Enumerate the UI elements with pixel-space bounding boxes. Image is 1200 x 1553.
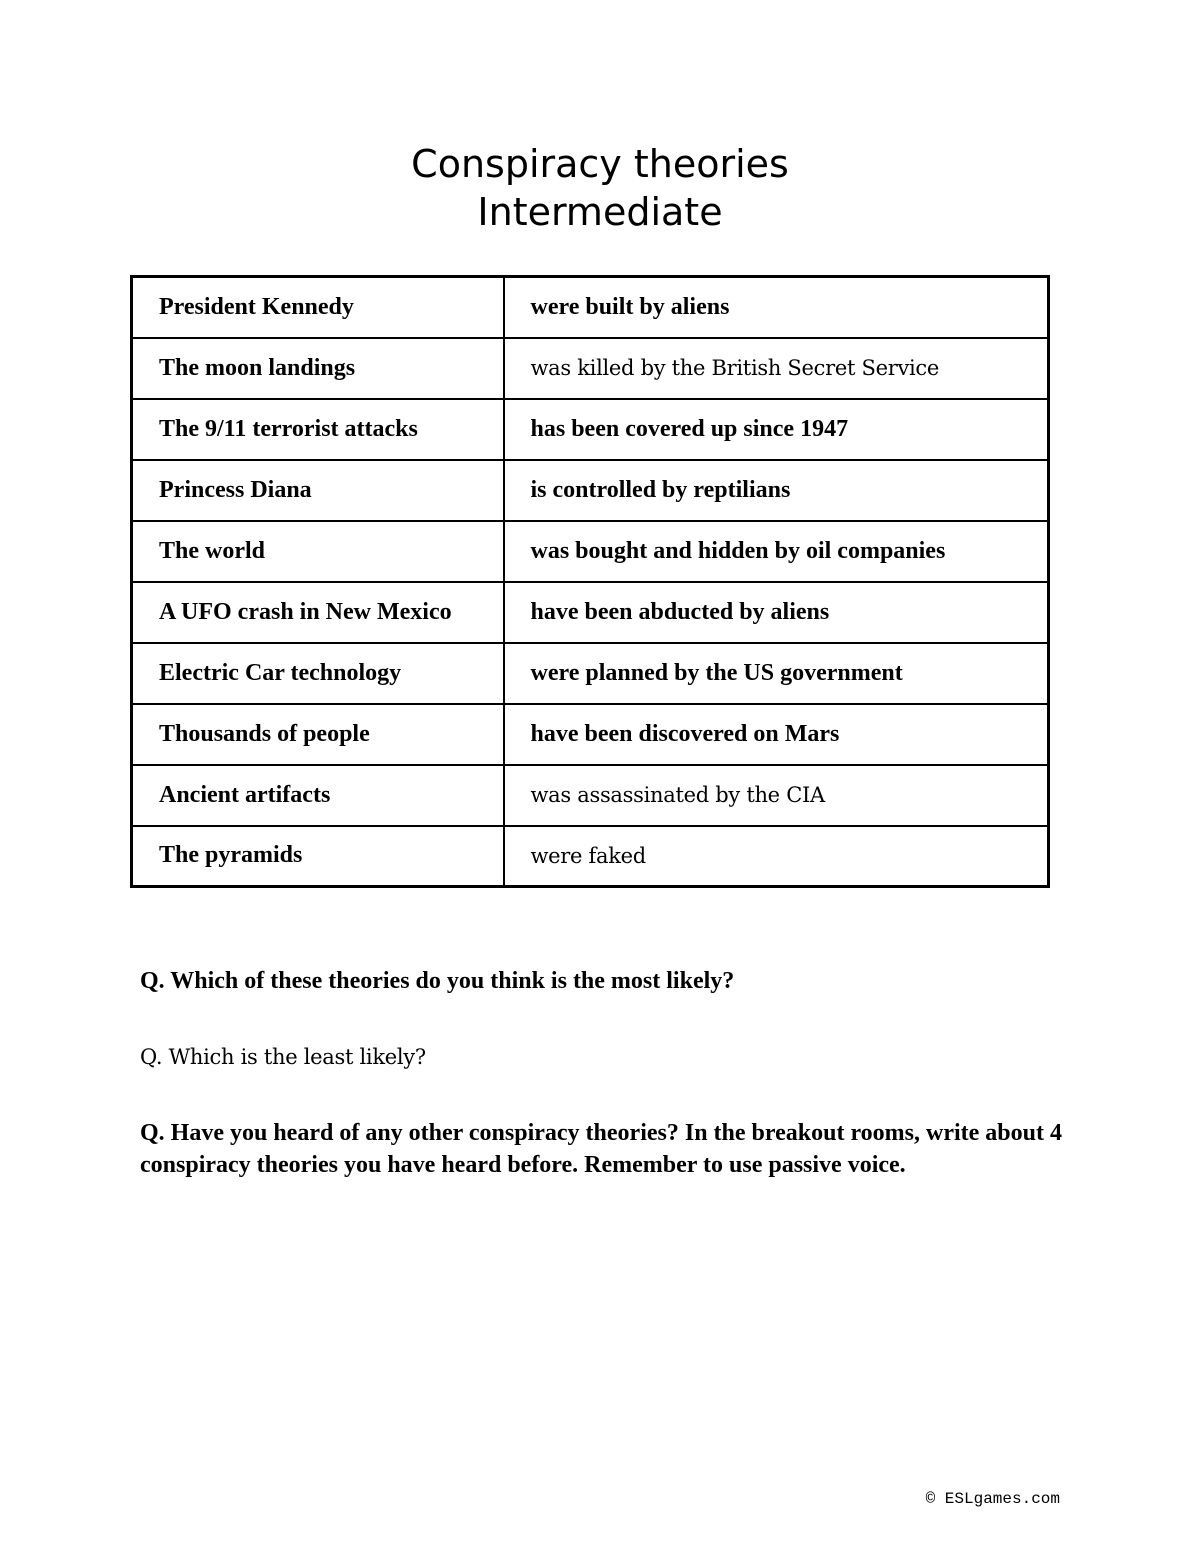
predicate-cell: have been discovered on Mars xyxy=(504,704,1049,765)
table-row xyxy=(132,765,1049,826)
page-title xyxy=(0,140,1200,236)
predicate-cell: was killed by the British Secret Service xyxy=(504,338,1049,399)
predicate-cell: were built by aliens xyxy=(504,277,1049,338)
question-least-likely: Q. Which is the least likely? xyxy=(140,1045,426,1069)
predicate-cell: have been abducted by aliens xyxy=(504,582,1049,643)
subject-cell: The pyramids xyxy=(132,826,504,887)
question-most-likely: Q. Which of these theories do you think is the most likely? xyxy=(140,968,735,994)
subject-cell: A UFO crash in New Mexico xyxy=(132,582,504,643)
table-row xyxy=(132,521,1049,582)
predicate-cell: were faked xyxy=(504,826,1049,887)
predicate-cell: were planned by the US government xyxy=(504,643,1049,704)
discussion-questions xyxy=(140,965,1070,1225)
matching-table xyxy=(130,275,1050,888)
title-level: Intermediate xyxy=(477,190,723,234)
table-row xyxy=(132,643,1049,704)
subject-cell: Electric Car technology xyxy=(132,643,504,704)
table-row xyxy=(132,277,1049,338)
table-row xyxy=(132,460,1049,521)
table-row xyxy=(132,826,1049,887)
title-main: Conspiracy theories xyxy=(411,142,789,186)
subject-cell: President Kennedy xyxy=(132,277,504,338)
table-row xyxy=(132,704,1049,765)
subject-cell: The world xyxy=(132,521,504,582)
table-row xyxy=(132,582,1049,643)
subject-cell: Princess Diana xyxy=(132,460,504,521)
predicate-cell: has been covered up since 1947 xyxy=(504,399,1049,460)
subject-cell: Thousands of people xyxy=(132,704,504,765)
question-other-theories: Q. Have you heard of any other conspiracy theories? In the breakout rooms, write about 4 conspiracy theories you have heard before. Remember to use passive voice. xyxy=(140,1120,1062,1178)
subject-cell: The 9/11 terrorist attacks xyxy=(132,399,504,460)
copyright-footer: © ESLgames.com xyxy=(925,1490,1060,1508)
subject-cell: The moon landings xyxy=(132,338,504,399)
predicate-cell: was assassinated by the CIA xyxy=(504,765,1049,826)
predicate-cell: was bought and hidden by oil companies xyxy=(504,521,1049,582)
table-row xyxy=(132,399,1049,460)
predicate-cell: is controlled by reptilians xyxy=(504,460,1049,521)
table-row xyxy=(132,338,1049,399)
subject-cell: Ancient artifacts xyxy=(132,765,504,826)
